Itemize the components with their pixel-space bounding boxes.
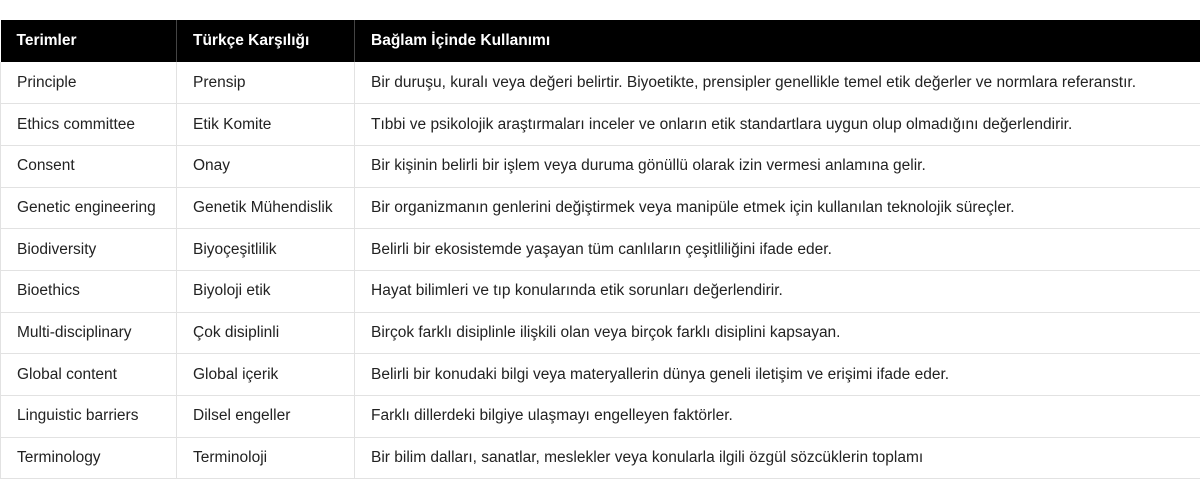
terms-table (0, 20, 1200, 479)
cell-turkish: Terminoloji (177, 437, 355, 479)
table-row (1, 270, 1200, 312)
cell-usage: Belirli bir ekosistemde yaşayan tüm canlıların çeşitliliğini ifade eder. (355, 229, 1200, 271)
table-row (1, 229, 1200, 271)
cell-term: Ethics committee (1, 104, 177, 146)
cell-term: Global content (1, 354, 177, 396)
table-row (1, 104, 1200, 146)
cell-turkish: Global içerik (177, 354, 355, 396)
cell-usage: Hayat bilimleri ve tıp konularında etik sorunları değerlendirir. (355, 270, 1200, 312)
table-row (1, 312, 1200, 354)
table-row (1, 62, 1200, 104)
cell-turkish: Biyoloji etik (177, 270, 355, 312)
cell-turkish: Dilsel engeller (177, 396, 355, 438)
cell-usage: Bir bilim dalları, sanatlar, meslekler veya konularla ilgili özgül sözcüklerin toplamı (355, 437, 1200, 479)
table-body (1, 62, 1200, 479)
cell-usage: Birçok farklı disiplinle ilişkili olan veya birçok farklı disiplini kapsayan. (355, 312, 1200, 354)
header-row (1, 20, 1200, 62)
table-row (1, 354, 1200, 396)
table-row (1, 437, 1200, 479)
cell-term: Multi-disciplinary (1, 312, 177, 354)
table-row (1, 187, 1200, 229)
cell-term: Principle (1, 62, 177, 104)
cell-usage: Belirli bir konudaki bilgi veya materyallerin dünya geneli iletişim ve erişimi ifade eder. (355, 354, 1200, 396)
table-row (1, 145, 1200, 187)
cell-term: Consent (1, 145, 177, 187)
header-context-usage: Bağlam İçinde Kullanımı (371, 32, 551, 49)
cell-term: Genetic engineering (1, 187, 177, 229)
table-header (1, 20, 1200, 62)
header-turkish-equivalent: Türkçe Karşılığı (177, 20, 355, 62)
header-terms: Terimler (1, 20, 177, 62)
cell-term: Biodiversity (1, 229, 177, 271)
cell-term: Bioethics (1, 270, 177, 312)
cell-turkish: Çok disiplinli (177, 312, 355, 354)
cell-term: Terminology (1, 437, 177, 479)
cell-usage: Bir kişinin belirli bir işlem veya duruma gönüllü olarak izin vermesi anlamına gelir. (355, 145, 1200, 187)
cell-usage: Bir duruşu, kuralı veya değeri belirtir. Biyoetikte, prensipler genellikle temel etik değerler ve normlara referanstır. (355, 62, 1200, 104)
cell-turkish: Biyoçeşitlilik (177, 229, 355, 271)
table-row (1, 396, 1200, 438)
cell-term: Linguistic barriers (1, 396, 177, 438)
cell-turkish: Etik Komite (177, 104, 355, 146)
terms-table-container (0, 20, 1200, 479)
cell-turkish: Prensip (177, 62, 355, 104)
cell-usage: Bir organizmanın genlerini değiştirmek veya manipüle etmek için kullanılan teknolojik süreçler. (355, 187, 1200, 229)
cell-usage: Tıbbi ve psikolojik araştırmaları inceler ve onların etik standartlara uygun olup olmadığını değerlendirir. (355, 104, 1200, 146)
cell-turkish: Genetik Mühendislik (177, 187, 355, 229)
cell-turkish: Onay (177, 145, 355, 187)
cell-usage: Farklı dillerdeki bilgiye ulaşmayı engelleyen faktörler. (355, 396, 1200, 438)
